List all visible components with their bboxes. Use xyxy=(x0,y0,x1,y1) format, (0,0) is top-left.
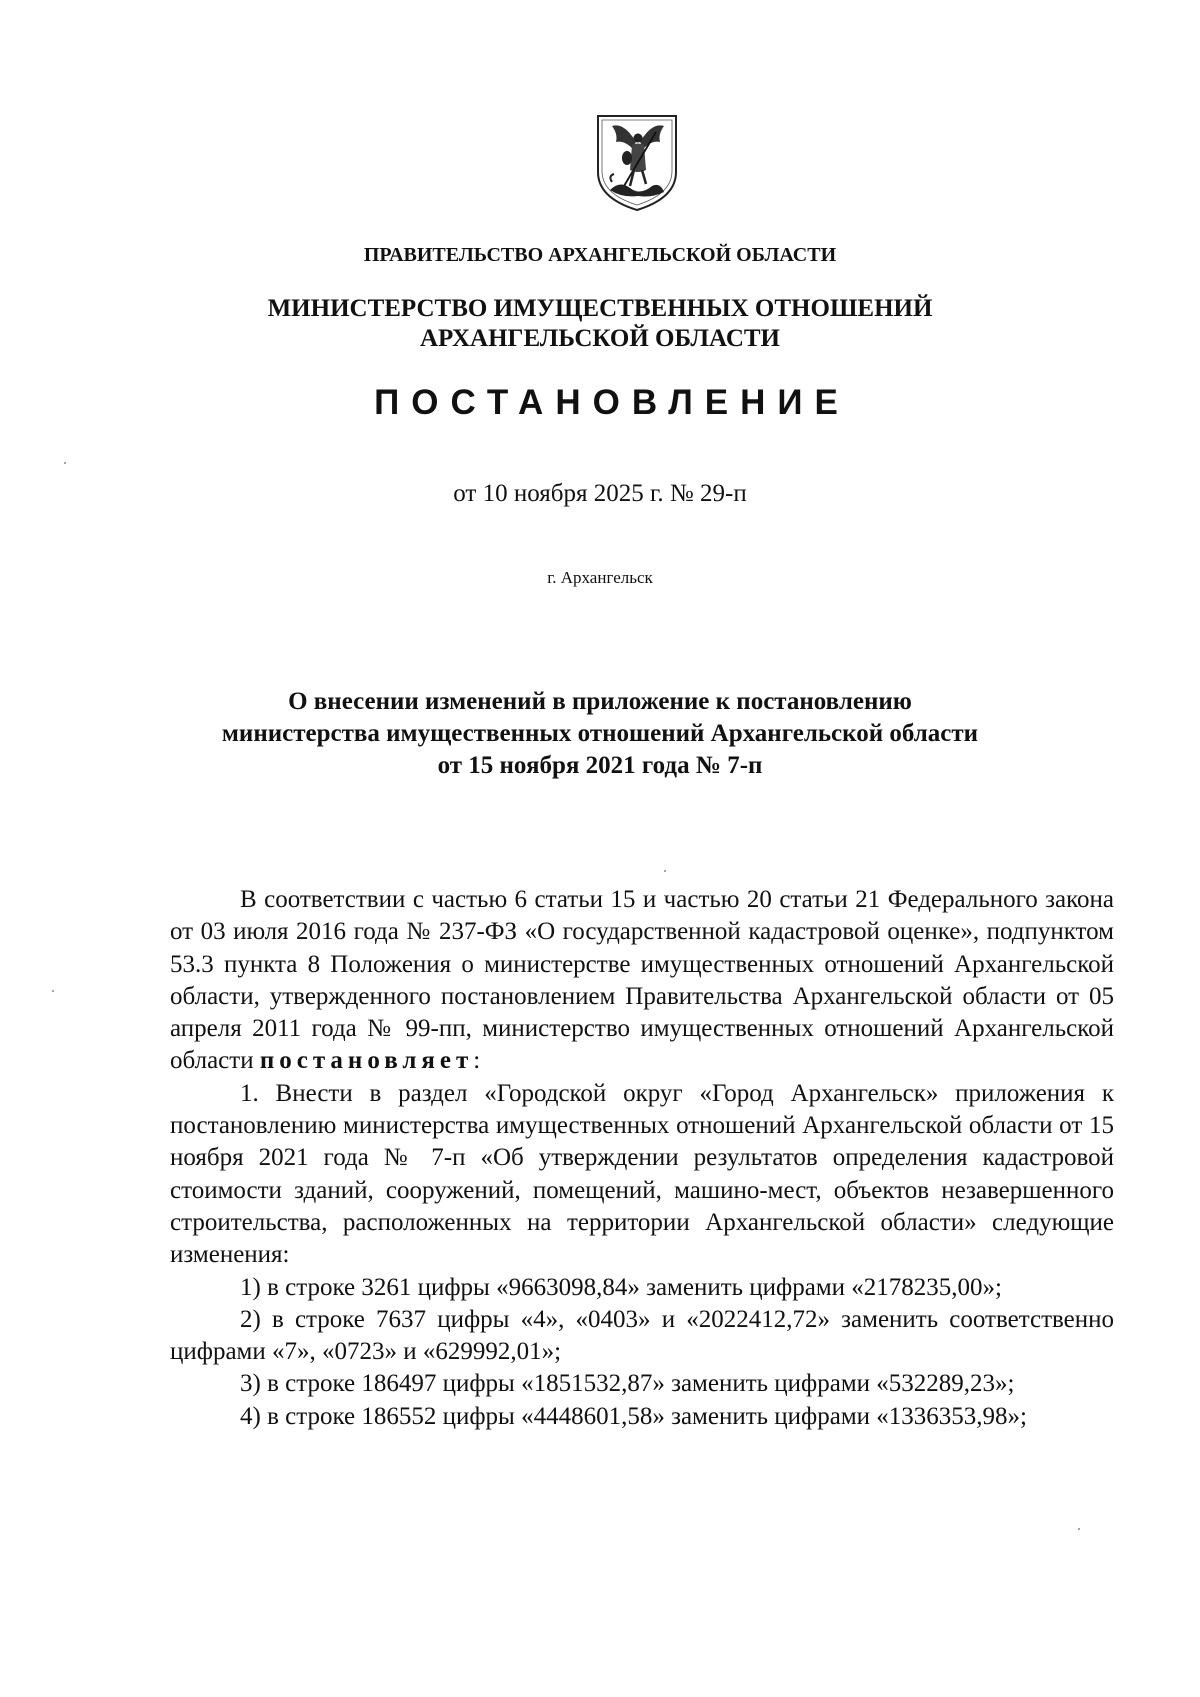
preamble-paragraph xyxy=(170,884,1114,1078)
government-name: ПРАВИТЕЛЬСТВО АРХАНГЕЛЬСКОЙ ОБЛАСТИ xyxy=(363,244,837,266)
ministry-line-2: АРХАНГЕЛЬСКОЙ ОБЛАСТИ xyxy=(420,325,780,352)
item-1-paragraph: 1. Внести в раздел «Городской округ «Город Архангельск» приложения к постановлению министерства имущественных отношений Архангельской области от 15 ноября 2021 года № 7-п «Об утверждении результатов определения кадастровой стоимости зданий, сооружений, помещений, машино-мест, объектов незавершенного строительства, расположенных на территории Архангельской области» следующие изменения: xyxy=(170,1079,1114,1269)
scan-speck xyxy=(664,870,666,872)
scan-speck xyxy=(64,462,66,464)
document-city: г. Архангельск xyxy=(547,568,653,587)
subject-line-1: О внесении изменений в приложение к постановлению xyxy=(288,688,912,715)
document-date-number: от 10 ноября 2025 г. № 29-п xyxy=(453,480,747,507)
coat-of-arms-archangel-icon xyxy=(594,112,680,214)
ministry-line-1: МИНИСТЕРСТВО ИМУЩЕСТВЕННЫХ ОТНОШЕНИЙ xyxy=(267,295,933,322)
sub-item-4: 4) в строке 186552 цифры «4448601,58» заменить цифрами «1336353,98»; xyxy=(240,1402,1027,1430)
document-subject xyxy=(0,686,1200,782)
ministry-name xyxy=(0,294,1200,354)
decree-colon: : xyxy=(473,1047,481,1075)
sub-item-3: 3) в строке 186497 цифры «1851532,87» заменить цифрами «532289,23»; xyxy=(240,1370,1015,1398)
document-body xyxy=(170,884,1114,1433)
scan-speck xyxy=(1078,1528,1080,1530)
sub-item-1: 1) в строке 3261 цифры «9663098,84» заменить цифрами «2178235,00»; xyxy=(240,1273,1002,1301)
subject-line-2: министерства имущественных отношений Архангельской области xyxy=(221,720,979,747)
preamble-text: В соответствии с частью 6 статьи 15 и частью 20 статьи 21 Федерального закона от 03 июля 2016 года № 237-ФЗ «О государственной кадастровой оценке», подпунктом 53.3 пункта 8 Положения о министерстве имущественных отношений Архангельской области, утвержденного постановлением Правительства Архангельской области от 05 апреля 2011 года № 99-пп, министерство имущественных отношений Архангельской области xyxy=(170,886,1114,1075)
document-type: ПОСТАНОВЛЕНИЕ xyxy=(374,383,850,422)
sub-item-2: 2) в строке 7637 цифры «4», «0403» и «2022412,72» заменить соответственно цифрами «7», «0723» и «629992,01»; xyxy=(170,1305,1114,1366)
scan-speck xyxy=(52,990,54,992)
subject-line-3: от 15 ноября 2021 года № 7-п xyxy=(437,752,763,779)
decree-word: постановляет xyxy=(259,1047,474,1075)
